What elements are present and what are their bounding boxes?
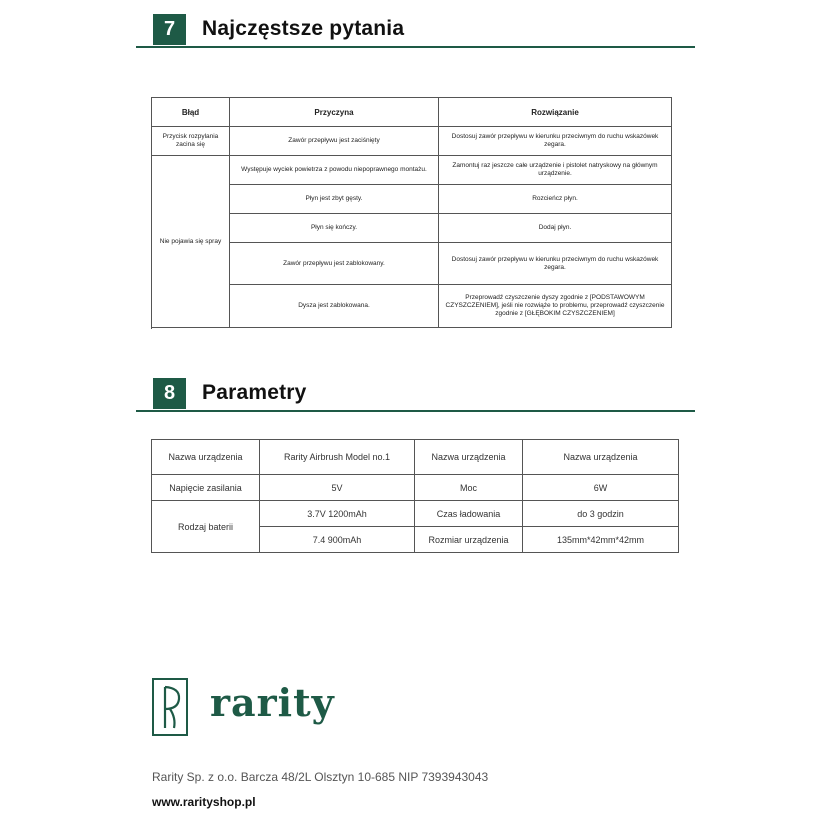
section-title: Parametry (202, 381, 307, 404)
param-value: 3.7V 1200mAh (260, 501, 415, 527)
param-label: Moc (415, 475, 523, 501)
website-link[interactable]: www.rarityshop.pl (152, 795, 256, 809)
param-label: Rodzaj baterii (152, 501, 260, 553)
table-row (152, 501, 679, 527)
header-error: Błąd (152, 98, 230, 127)
cause-cell: Płyn jest zbyt gęsty. (230, 185, 439, 214)
param-value: do 3 godzin (523, 501, 679, 527)
rarity-logo-icon (152, 678, 188, 736)
company-address: Rarity Sp. z o.o. Barcza 48/2L Olsztyn 10-685 NIP 7393943043 (152, 770, 489, 784)
header-solution: Rozwiązanie (439, 98, 672, 127)
section-number: 7 (153, 14, 186, 45)
table-row (152, 243, 672, 285)
cause-cell: Dysza jest zablokowana. (230, 285, 439, 328)
param-label: Nazwa urządzenia (152, 440, 260, 475)
section-divider (136, 410, 695, 412)
table-row (152, 475, 679, 501)
section-number: 8 (153, 378, 186, 409)
cause-cell: Zawór przepływu jest zablokowany. (230, 243, 439, 285)
solution-cell: Dostosuj zawór przepływu w kierunku przeciwnym do ruchu wskazówek zegara. (439, 127, 672, 156)
table-row (152, 214, 672, 243)
param-label: Czas ładowania (415, 501, 523, 527)
table-header-row (152, 98, 672, 127)
table-row (152, 185, 672, 214)
param-label: Rozmiar urządzenia (415, 527, 523, 553)
solution-cell: Rozcieńcz płyn. (439, 185, 672, 214)
param-value: 7.4 900mAh (260, 527, 415, 553)
section-title: Najczęstsze pytania (202, 17, 405, 40)
param-label: Nazwa urządzenia (415, 440, 523, 475)
cause-cell: Zawór przepływu jest zaciśnięty (230, 127, 439, 156)
error-cell: Przycisk rozpylania zacina się (152, 127, 230, 156)
solution-cell: Przeprowadź czyszczenie dyszy zgodnie z [PODSTAWOWYM CZYSZCZENIEM], jeśli nie rozwiąże to problemu, przeprowadź czyszczenie zgodnie z [GŁĘBOKIM CZYSZCZENIEM] (439, 285, 672, 328)
table-row (152, 156, 672, 185)
param-value: Rarity Airbrush Model no.1 (260, 440, 415, 475)
solution-cell: Dostosuj zawór przepływu w kierunku przeciwnym do ruchu wskazówek zegara. (439, 243, 672, 285)
param-value: 135mm*42mm*42mm (523, 527, 679, 553)
table-row (152, 285, 672, 328)
brand-wordmark: rarity (210, 680, 335, 725)
cause-cell: Występuje wyciek powietrza z powodu niepoprawnego montażu. (230, 156, 439, 185)
param-value: Nazwa urządzenia (523, 440, 679, 475)
faq-table (151, 97, 672, 328)
solution-cell: Zamontuj raz jeszcze całe urządzenie i pistolet natryskowy na głównym urządzenie. (439, 156, 672, 185)
params-section-header (136, 378, 695, 412)
header-cause: Przyczyna (230, 98, 439, 127)
cause-cell: Płyn się kończy. (230, 214, 439, 243)
faq-section-header (136, 14, 695, 48)
section-divider (136, 46, 695, 48)
solution-cell: Dodaj płyn. (439, 214, 672, 243)
table-row (152, 440, 679, 475)
param-value: 6W (523, 475, 679, 501)
error-cell-group: Nie pojawia się spray (152, 156, 230, 328)
param-value: 5V (260, 475, 415, 501)
table-row (152, 127, 672, 156)
params-table (151, 439, 679, 553)
param-label: Napięcie zasilania (152, 475, 260, 501)
